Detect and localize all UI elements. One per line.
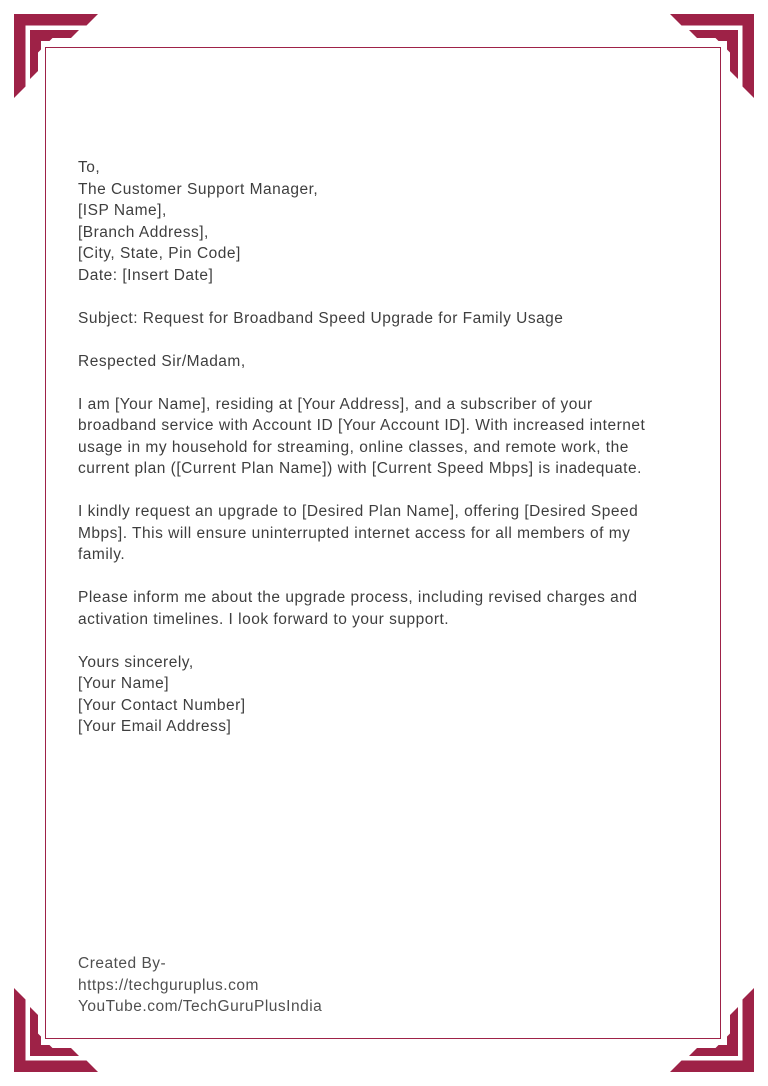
- letter-body: [78, 157, 708, 738]
- recipient-block: [78, 157, 708, 286]
- subject-block: [78, 308, 708, 330]
- closing-line: [Your Email Address]: [78, 718, 232, 735]
- paragraph-line: family.: [78, 546, 126, 563]
- recipient-line: To,: [78, 159, 101, 176]
- body-paragraph-2: [78, 501, 708, 566]
- body-paragraph-1: [78, 394, 708, 480]
- paragraph-line: Please inform me about the upgrade process, including revised charges and: [78, 589, 638, 606]
- youtube-url-text: YouTube.com/TechGuruPlusIndia: [78, 998, 323, 1015]
- paragraph-line: I am [Your Name], residing at [Your Address], and a subscriber of your: [78, 395, 593, 413]
- subject-line: Subject: Request for Broadband Speed Upgrade for Family Usage: [78, 309, 564, 327]
- salutation-block: [78, 351, 708, 373]
- corner-ornament-top-right-icon: [668, 0, 768, 100]
- closing-block: [78, 652, 708, 738]
- closing-line: [Your Contact Number]: [78, 696, 246, 714]
- paragraph-line: activation timelines. I look forward to your support.: [78, 610, 450, 628]
- paragraph-line: Mbps]. This will ensure uninterrupted internet access for all members of my: [78, 524, 631, 542]
- corner-ornament-top-left-icon: [0, 0, 100, 100]
- paragraph-line: I kindly request an upgrade to [Desired Plan Name], offering [Desired Speed: [78, 503, 639, 520]
- closing-line: [Your Name]: [78, 675, 170, 692]
- recipient-line: [Branch Address],: [78, 223, 209, 241]
- date-line: Date: [Insert Date]: [78, 266, 214, 284]
- website-url-text: https://techguruplus.com: [78, 976, 259, 994]
- recipient-line: [ISP Name],: [78, 202, 167, 219]
- credit-label: Created By-: [78, 955, 167, 972]
- recipient-line: [City, State, Pin Code]: [78, 245, 241, 262]
- corner-ornament-bottom-right-icon: [668, 986, 768, 1086]
- body-paragraph-3: [78, 587, 708, 630]
- closing-line: Yours sincerely,: [78, 653, 194, 671]
- salutation-line: Respected Sir/Madam,: [78, 352, 246, 370]
- paragraph-line: current plan ([Current Plan Name]) with [Current Speed Mbps] is inadequate.: [78, 460, 642, 477]
- credit-footer: [78, 953, 322, 1018]
- recipient-line: The Customer Support Manager,: [78, 180, 319, 198]
- paragraph-line: broadband service with Account ID [Your Account ID]. With increased internet: [78, 417, 646, 434]
- paragraph-line: usage in my household for streaming, online classes, and remote work, the: [78, 438, 629, 456]
